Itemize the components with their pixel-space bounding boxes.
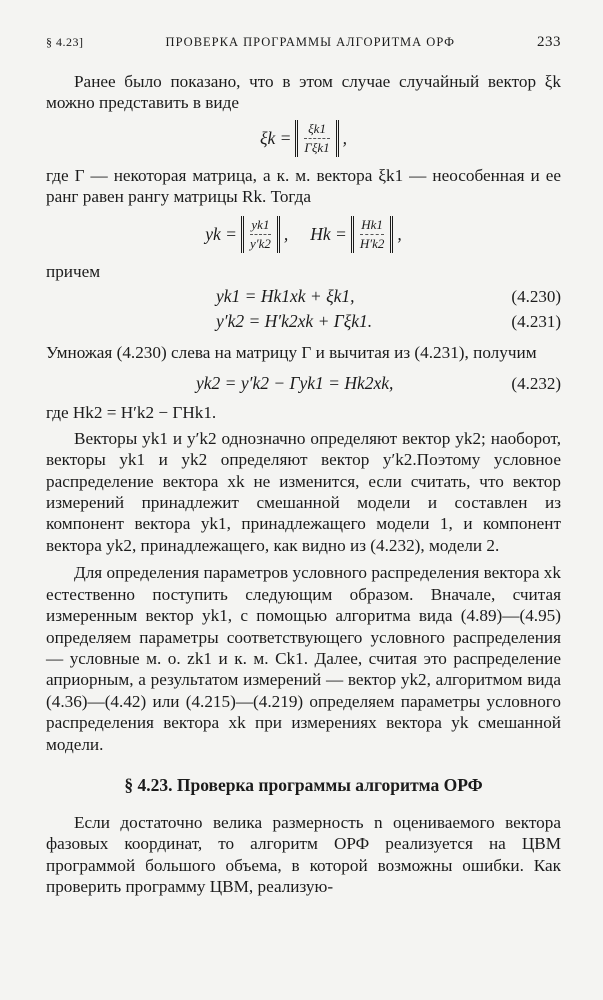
eq-y-sep: , <box>283 223 289 244</box>
section-heading: § 4.23. Проверка программы алгоритма ОРФ <box>124 774 483 795</box>
eq-xi-matrix <box>295 120 338 157</box>
eq-y-lhs: yk = <box>205 223 237 244</box>
eq-xi-top: ξk1 <box>308 120 326 136</box>
equation-4-232 <box>46 373 561 394</box>
eq-230-number: (4.230) <box>511 286 561 306</box>
header-title: ПРОВЕРКА ПРОГРАММЫ АЛГОРИТМА ОРФ <box>165 35 455 49</box>
eq-232-number: (4.232) <box>511 373 561 393</box>
eq-230-expr: yk1 = Hk1xk + ξk1, <box>216 286 355 307</box>
eq-h-matrix <box>351 216 394 253</box>
paragraph-2: где Γ — некоторая матрица, а к. м. вектора ξk1 — неособенная и ее ранг равен рангу матрицы Rk. Тогда <box>46 165 561 207</box>
equation-4-231 <box>46 311 561 332</box>
header-section: § 4.23] <box>46 35 84 49</box>
page-number: 233 <box>537 34 561 50</box>
paragraph-6: Векторы yk1 и y′k2 однозначно определяют вектор yk2; наоборот, векторы yk1 и yk2 определяют вектор y′k2.Поэтому условное распределение вектора xk не изменится, если считать, что вектор измерений принадлежит смешанной модели и составлен из компонент вектора yk1, принадлежащего модели 1, и компонент вектора yk2, принадлежащего, как видно из (4.232), модели 2. <box>46 428 561 555</box>
eq-h-tail: , <box>397 223 402 244</box>
paragraph-8: Если достаточно велика размерность n оцениваемого вектора фазовых координат, то алгоритм ОРФ реализуется на ЦВМ программой большого объема, в которой возможны ошибки. Как проверить программу ЦВМ, реализую- <box>46 812 561 897</box>
paragraph-7: Для определения параметров условного распределения вектора xk естественно поступить следующим образом. Вначале, считая измеренным вектор yk1, с помощью алгоритма вида (4.89)—(4.95) определяем параметры соответствующего условного распределения — условные м. о. zk1 и к. м. Ck1. Далее, считая это распределение априорным, а результатом измерений — вектор yk2, алгоритмом вида (4.36)—(4.42) или (4.215)—(4.219) определяем параметры условного распределения вектора xk при измерениях вектора yk смешанной модели. <box>46 563 561 754</box>
paragraph-3: причем <box>46 261 101 281</box>
eq-xi-tail: , <box>342 127 348 148</box>
paragraph-4: Умножая (4.230) слева на матрицу Γ и вычитая из (4.231), получим <box>46 343 537 363</box>
running-header <box>46 34 561 51</box>
eq-h-top: Hk1 <box>361 216 383 232</box>
eq-h-bottom: H′k2 <box>359 235 385 251</box>
eq-y-bottom: y′k2 <box>249 235 271 251</box>
eq-231-expr: y′k2 = H′k2xk + Γξk1. <box>216 311 373 332</box>
eq-232-expr: yk2 = y′k2 − Γyk1 = Hk2xk, <box>196 373 394 394</box>
paragraph-1: Ранее было показано, что в этом случае случайный вектор ξk можно представить в виде <box>46 72 561 113</box>
equation-y-h <box>46 216 561 253</box>
eq-231-number: (4.231) <box>511 311 561 331</box>
eq-y-matrix <box>241 216 280 253</box>
equation-4-230 <box>46 286 561 307</box>
eq-xi-bottom: Γξk1 <box>304 139 330 155</box>
equation-xi <box>46 120 561 157</box>
eq-xi-lhs: ξk = <box>259 127 292 148</box>
eq-y-top: yk1 <box>251 216 270 232</box>
eq-h-lhs: Hk = <box>310 223 347 244</box>
paragraph-5: где Hk2 = H′k2 − ΓHk1. <box>46 403 217 423</box>
